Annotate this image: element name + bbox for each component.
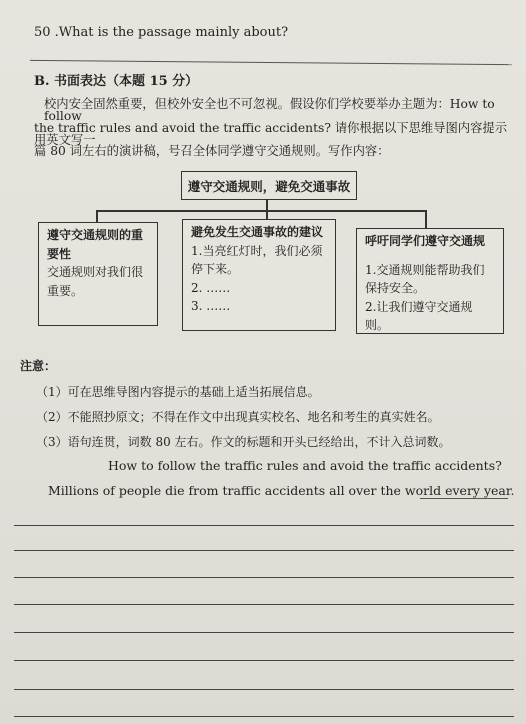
connector (266, 210, 268, 219)
left-box-text: 交通规则对我们很重要。 (47, 265, 144, 298)
mind-map-right-box (356, 228, 504, 334)
essay-title: How to follow the traffic rules and avoid the traffic accidents? (108, 458, 502, 473)
writing-line[interactable] (14, 689, 514, 690)
question-50: 50 .What is the passage mainly about? (34, 25, 289, 40)
right-box-heading: 呼吁同学们遵守交通规 (365, 234, 486, 248)
writing-line[interactable] (14, 716, 514, 717)
first-sentence-blank (420, 498, 508, 499)
middle-box-heading: 避免发生交通事故的建议 (191, 225, 324, 239)
writing-line[interactable] (14, 577, 514, 578)
prompt-line-3: 篇 80 词左右的演讲稿，号召全体同学遵守交通规则。写作内容： (34, 144, 390, 158)
right-box-item-1: 1.交通规则能帮助我们保持安全。 (365, 262, 485, 296)
connector (425, 210, 427, 229)
note-2: （2）不能照抄原文；不得在作文中出现真实校名、地名和考生的真实姓名。 (36, 410, 440, 424)
prompt-line-2: the traffic rules and avoid the traffic accidents? 请你根据以下思维导图内容提示用英文写一 (34, 121, 507, 148)
middle-box-item-1: 1.当亮红灯时，我们必须停下来。 (191, 243, 323, 277)
note-1: （1）可在思维导图内容提示的基础上适当拓展信息。 (36, 385, 320, 399)
note-3: （3）语句连贯，词数 80 左右。作文的标题和开头已经给出，不计入总词数。 (36, 435, 451, 449)
writing-line[interactable] (14, 604, 514, 605)
notes-title: 注意： (20, 359, 57, 373)
mind-map-center: 遵守交通规则，避免交通事故 (181, 171, 357, 200)
writing-line[interactable] (14, 525, 514, 526)
answer-line (30, 60, 512, 65)
middle-box-item-3: 3. …… (191, 299, 231, 314)
left-box-heading: 遵守交通规则的重要性 (47, 228, 144, 261)
middle-box-item-2: 2. …… (191, 280, 231, 295)
writing-line[interactable] (14, 550, 514, 551)
section-b-title: B. 书面表达（本题 15 分） (34, 74, 199, 89)
mind-map-middle-box (182, 219, 336, 331)
connector (96, 210, 426, 212)
prompt-line-1: 校内安全固然重要，但校外安全也不可忽视。假设你们学校要举办主题为：How to follow (44, 97, 495, 124)
right-box-item-2: 2.让我们遵守交通规则。 (365, 299, 473, 333)
essay-first-sentence: Millions of people die from traffic accidents all over the world every year. (48, 483, 515, 498)
mind-map-left-box (38, 222, 158, 326)
writing-line[interactable] (14, 632, 514, 633)
writing-line[interactable] (14, 660, 514, 661)
